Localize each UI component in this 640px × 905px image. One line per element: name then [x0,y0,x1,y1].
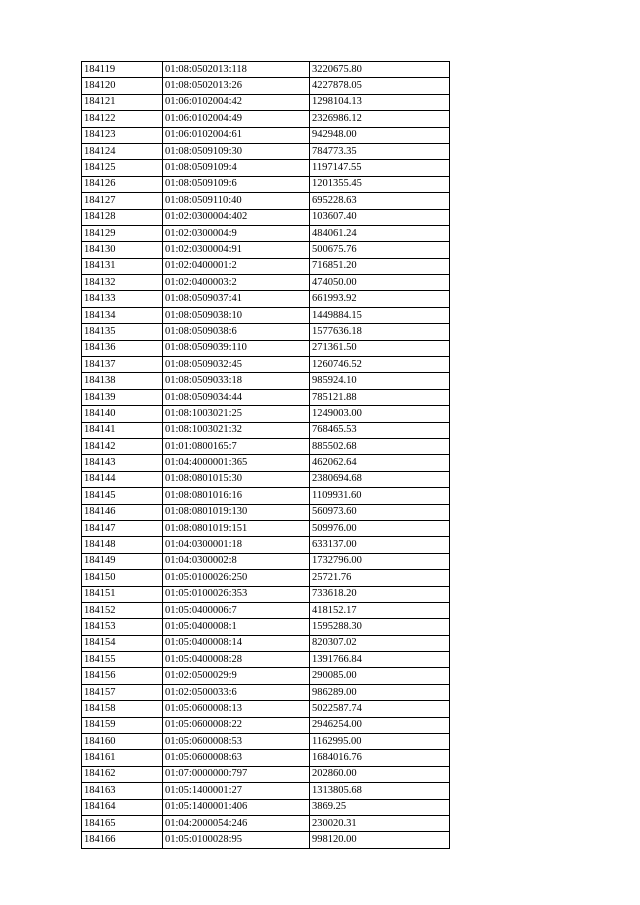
row-id-cell: 184161 [82,750,163,766]
row-id-cell: 184119 [82,62,163,78]
row-id-cell: 184145 [82,488,163,504]
row-id-cell: 184146 [82,504,163,520]
cadastral-number-cell: 01:04:0300001:18 [163,537,310,553]
data-table [81,61,450,849]
value-cell: 1109931.60 [310,488,450,504]
cadastral-number-cell: 01:05:0400008:1 [163,619,310,635]
value-cell: 290085.00 [310,668,450,684]
cadastral-number-cell: 01:04:4000001:365 [163,455,310,471]
table-row [82,324,450,340]
cadastral-number-cell: 01:08:0502013:26 [163,78,310,94]
cadastral-number-cell: 01:08:1003021:25 [163,406,310,422]
row-id-cell: 184163 [82,783,163,799]
table-row [82,438,450,454]
row-id-cell: 184124 [82,143,163,159]
row-id-cell: 184154 [82,635,163,651]
cadastral-number-cell: 01:05:0600008:63 [163,750,310,766]
value-cell: 985924.10 [310,373,450,389]
row-id-cell: 184120 [82,78,163,94]
table-row [82,225,450,241]
value-cell: 5022587.74 [310,701,450,717]
cadastral-number-cell: 01:08:0801019:151 [163,520,310,536]
value-cell: 1313805.68 [310,783,450,799]
row-id-cell: 184149 [82,553,163,569]
table-row [82,373,450,389]
value-cell: 1249003.00 [310,406,450,422]
value-cell: 784773.35 [310,143,450,159]
table-row [82,193,450,209]
cadastral-number-cell: 01:08:0509109:4 [163,160,310,176]
row-id-cell: 184135 [82,324,163,340]
value-cell: 1391766.84 [310,652,450,668]
table-row [82,307,450,323]
cadastral-number-cell: 01:04:0300002:8 [163,553,310,569]
table-row [82,471,450,487]
table-row [82,160,450,176]
cadastral-number-cell: 01:05:0100026:353 [163,586,310,602]
row-id-cell: 184138 [82,373,163,389]
row-id-cell: 184121 [82,94,163,110]
table-row [82,684,450,700]
value-cell: 1260746.52 [310,357,450,373]
cadastral-number-cell: 01:02:0300004:402 [163,209,310,225]
cadastral-number-cell: 01:05:0400008:14 [163,635,310,651]
table-row [82,832,450,848]
row-id-cell: 184152 [82,602,163,618]
cadastral-number-cell: 01:08:0801016:16 [163,488,310,504]
row-id-cell: 184150 [82,570,163,586]
table-row [82,602,450,618]
row-id-cell: 184132 [82,275,163,291]
row-id-cell: 184155 [82,652,163,668]
table-row [82,504,450,520]
row-id-cell: 184158 [82,701,163,717]
spreadsheet-page [81,61,450,849]
cadastral-number-cell: 01:02:0500033:6 [163,684,310,700]
row-id-cell: 184128 [82,209,163,225]
value-cell: 500675.76 [310,242,450,258]
row-id-cell: 184143 [82,455,163,471]
cadastral-number-cell: 01:08:0509109:30 [163,143,310,159]
value-cell: 230020.31 [310,815,450,831]
row-id-cell: 184148 [82,537,163,553]
cadastral-number-cell: 01:08:0509033:18 [163,373,310,389]
cadastral-number-cell: 01:08:0509038:6 [163,324,310,340]
table-row [82,668,450,684]
row-id-cell: 184164 [82,799,163,815]
value-cell: 1732796.00 [310,553,450,569]
table-row [82,78,450,94]
cadastral-number-cell: 01:05:0400008:28 [163,652,310,668]
cadastral-number-cell: 01:05:0100026:250 [163,570,310,586]
value-cell: 1201355.45 [310,176,450,192]
row-id-cell: 184144 [82,471,163,487]
value-cell: 462062.64 [310,455,450,471]
cadastral-number-cell: 01:08:1003021:32 [163,422,310,438]
row-id-cell: 184136 [82,340,163,356]
table-row [82,127,450,143]
table-row [82,143,450,159]
table-row [82,750,450,766]
table-row [82,62,450,78]
table-row [82,717,450,733]
table-row [82,799,450,815]
cadastral-number-cell: 01:02:0300004:9 [163,225,310,241]
cadastral-number-cell: 01:01:0800165:7 [163,438,310,454]
row-id-cell: 184139 [82,389,163,405]
table-row [82,652,450,668]
value-cell: 2946254.00 [310,717,450,733]
cadastral-number-cell: 01:02:0400001:2 [163,258,310,274]
value-cell: 2380694.68 [310,471,450,487]
row-id-cell: 184162 [82,766,163,782]
value-cell: 885502.68 [310,438,450,454]
value-cell: 986289.00 [310,684,450,700]
value-cell: 560973.60 [310,504,450,520]
row-id-cell: 184129 [82,225,163,241]
row-id-cell: 184140 [82,406,163,422]
row-id-cell: 184142 [82,438,163,454]
value-cell: 1595288.30 [310,619,450,635]
value-cell: 1684016.76 [310,750,450,766]
value-cell: 1197147.55 [310,160,450,176]
row-id-cell: 184159 [82,717,163,733]
table-row [82,275,450,291]
table-row [82,291,450,307]
value-cell: 2326986.12 [310,111,450,127]
row-id-cell: 184153 [82,619,163,635]
value-cell: 4227878.05 [310,78,450,94]
table-row [82,111,450,127]
table-row [82,783,450,799]
row-id-cell: 184133 [82,291,163,307]
value-cell: 695228.63 [310,193,450,209]
value-cell: 103607.40 [310,209,450,225]
value-cell: 3869.25 [310,799,450,815]
table-row [82,94,450,110]
value-cell: 484061.24 [310,225,450,241]
value-cell: 25721.76 [310,570,450,586]
table-row [82,357,450,373]
cadastral-number-cell: 01:08:0509039:110 [163,340,310,356]
value-cell: 785121.88 [310,389,450,405]
value-cell: 633137.00 [310,537,450,553]
row-id-cell: 184126 [82,176,163,192]
table-row [82,389,450,405]
cadastral-number-cell: 01:06:0102004:42 [163,94,310,110]
table-row [82,619,450,635]
value-cell: 509976.00 [310,520,450,536]
value-cell: 768465.53 [310,422,450,438]
row-id-cell: 184156 [82,668,163,684]
value-cell: 716851.20 [310,258,450,274]
table-row [82,340,450,356]
table-row [82,406,450,422]
cadastral-number-cell: 01:06:0102004:49 [163,111,310,127]
table-row [82,553,450,569]
table-row [82,176,450,192]
value-cell: 1162995.00 [310,734,450,750]
cadastral-number-cell: 01:04:2000054:246 [163,815,310,831]
table-row [82,766,450,782]
table-row [82,537,450,553]
cadastral-number-cell: 01:05:0100028:95 [163,832,310,848]
cadastral-number-cell: 01:02:0300004:91 [163,242,310,258]
cadastral-number-cell: 01:08:0509037:41 [163,291,310,307]
cadastral-number-cell: 01:07:0000000:797 [163,766,310,782]
cadastral-number-cell: 01:08:0509032:45 [163,357,310,373]
row-id-cell: 184130 [82,242,163,258]
value-cell: 733618.20 [310,586,450,602]
row-id-cell: 184127 [82,193,163,209]
table-row [82,734,450,750]
cadastral-number-cell: 01:08:0801019:130 [163,504,310,520]
value-cell: 998120.00 [310,832,450,848]
row-id-cell: 184131 [82,258,163,274]
row-id-cell: 184157 [82,684,163,700]
row-id-cell: 184134 [82,307,163,323]
table-row [82,520,450,536]
cadastral-number-cell: 01:05:0400006:7 [163,602,310,618]
table-row [82,586,450,602]
value-cell: 202860.00 [310,766,450,782]
table-row [82,455,450,471]
table-row [82,488,450,504]
cadastral-number-cell: 01:02:0500029:9 [163,668,310,684]
table-row [82,209,450,225]
table-row [82,701,450,717]
cadastral-number-cell: 01:08:0509110:40 [163,193,310,209]
cadastral-number-cell: 01:05:1400001:406 [163,799,310,815]
table-row [82,242,450,258]
cadastral-number-cell: 01:08:0509038:10 [163,307,310,323]
value-cell: 661993.92 [310,291,450,307]
value-cell: 474050.00 [310,275,450,291]
row-id-cell: 184166 [82,832,163,848]
value-cell: 271361.50 [310,340,450,356]
row-id-cell: 184137 [82,357,163,373]
cadastral-number-cell: 01:08:0801015:30 [163,471,310,487]
row-id-cell: 184122 [82,111,163,127]
value-cell: 1298104.13 [310,94,450,110]
table-row [82,422,450,438]
cadastral-number-cell: 01:08:0509109:6 [163,176,310,192]
cadastral-number-cell: 01:05:0600008:13 [163,701,310,717]
value-cell: 820307.02 [310,635,450,651]
cadastral-number-cell: 01:02:0400003:2 [163,275,310,291]
row-id-cell: 184165 [82,815,163,831]
cadastral-number-cell: 01:08:0502013:118 [163,62,310,78]
cadastral-number-cell: 01:08:0509034:44 [163,389,310,405]
value-cell: 942948.00 [310,127,450,143]
table-body [82,62,450,849]
value-cell: 1577636.18 [310,324,450,340]
table-row [82,570,450,586]
value-cell: 1449884.15 [310,307,450,323]
cadastral-number-cell: 01:05:0600008:22 [163,717,310,733]
row-id-cell: 184147 [82,520,163,536]
row-id-cell: 184125 [82,160,163,176]
value-cell: 418152.17 [310,602,450,618]
cadastral-number-cell: 01:05:1400001:27 [163,783,310,799]
cadastral-number-cell: 01:06:0102004:61 [163,127,310,143]
value-cell: 3220675.80 [310,62,450,78]
row-id-cell: 184123 [82,127,163,143]
table-row [82,635,450,651]
table-row [82,815,450,831]
row-id-cell: 184141 [82,422,163,438]
cadastral-number-cell: 01:05:0600008:53 [163,734,310,750]
row-id-cell: 184160 [82,734,163,750]
table-row [82,258,450,274]
row-id-cell: 184151 [82,586,163,602]
